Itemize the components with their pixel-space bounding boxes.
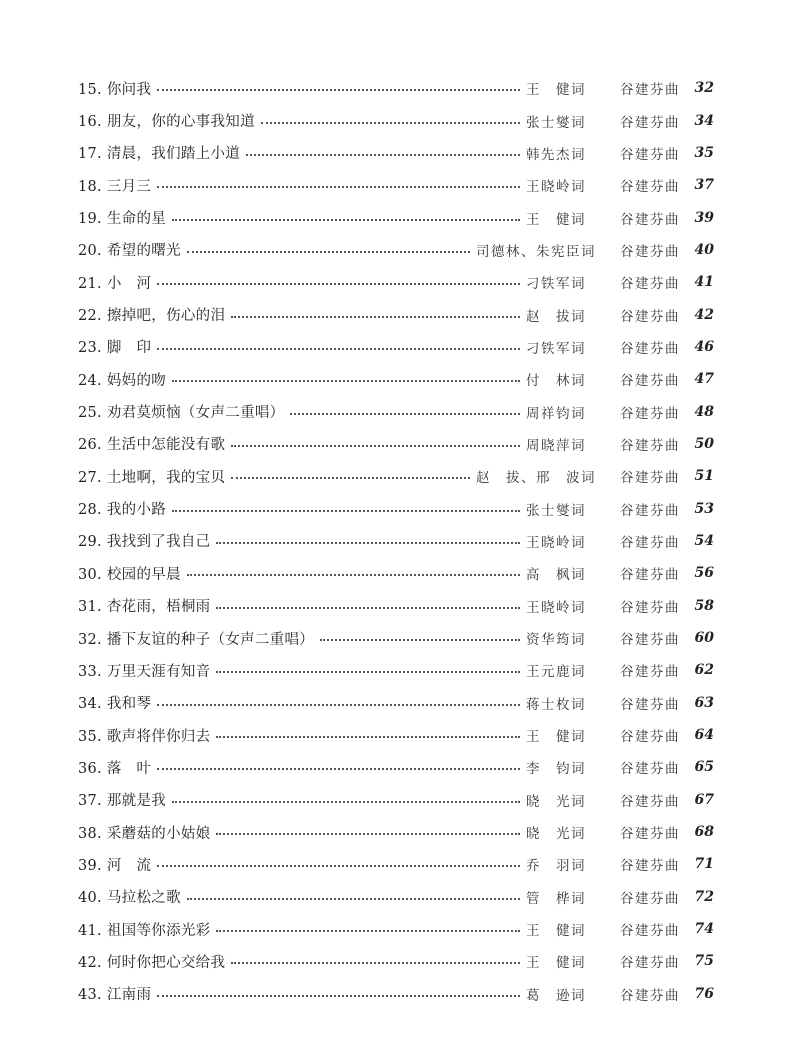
song-credits [526,887,680,907]
page-number: 54 [694,532,714,549]
song-credits [526,596,680,616]
dot-leader [172,801,520,803]
song-title: 22. 擦掉吧，伤心的泪 [78,304,229,325]
toc-entry[interactable] [78,751,714,783]
lyricist: 王 健词 [526,729,586,746]
song-credits [526,369,680,389]
song-credits [476,466,680,486]
song-title: 18. 三月三 [78,175,155,196]
page-number: 68 [694,824,714,841]
song-title: 28. 我的小路 [78,498,170,519]
song-title: 41. 祖国等你添光彩 [78,919,214,940]
song-title: 21. 小 河 [78,272,155,293]
song-credits [526,822,680,842]
composer: 谷建芬曲 [620,211,680,228]
dot-leader [290,413,520,415]
song-title: 32. 播下友谊的种子（女声二重唱） [78,628,318,649]
lyricist: 蒋士枚词 [526,696,586,713]
song-title: 33. 万里天涯有知音 [78,660,214,681]
composer: 谷建芬曲 [620,243,680,260]
song-credits [526,757,680,777]
toc-entry[interactable] [78,492,714,524]
dot-leader [157,768,520,770]
lyricist: 管 桦词 [526,890,586,907]
lyricist: 王晓岭词 [526,179,586,196]
page-number: 42 [694,306,714,323]
dot-leader [261,122,520,124]
lyricist: 刁铁军词 [526,276,586,293]
dot-leader [231,316,520,318]
toc-entry[interactable] [78,169,714,201]
composer: 谷建芬曲 [620,534,680,551]
page-number: 37 [694,177,714,194]
composer: 谷建芬曲 [620,308,680,325]
dot-leader [216,930,520,932]
toc-entry[interactable] [78,363,714,395]
toc-entry[interactable] [78,654,714,686]
composer: 谷建芬曲 [620,276,680,293]
song-title: 25. 劝君莫烦恼（女声二重唱） [78,401,288,422]
lyricist: 张士燮词 [526,114,586,131]
dot-leader [187,898,520,900]
toc-entry[interactable] [78,201,714,233]
song-credits [526,305,680,325]
composer: 谷建芬曲 [620,340,680,357]
song-title: 37. 那就是我 [78,789,170,810]
toc-entry[interactable] [78,234,714,266]
dot-leader [157,89,520,91]
dot-leader [172,380,520,382]
lyricist: 王 健词 [526,211,586,228]
song-title: 27. 土地啊，我的宝贝 [78,466,229,487]
song-credits [526,660,680,680]
dot-leader [157,348,520,350]
page-number: 72 [694,888,714,905]
song-credits [526,434,680,454]
lyricist: 晓 光词 [526,793,586,810]
lyricist: 晓 光词 [526,826,586,843]
lyricist: 张士燮词 [526,502,586,519]
song-credits [526,499,680,519]
composer: 谷建芬曲 [620,858,680,875]
composer: 谷建芬曲 [620,729,680,746]
composer: 谷建芬曲 [620,82,680,99]
song-title: 30. 校园的早晨 [78,563,185,584]
lyricist: 赵 拔词 [526,308,586,325]
song-credits [476,240,680,260]
lyricist: 王晓岭词 [526,599,586,616]
page-number: 41 [694,274,714,291]
dot-leader [231,962,520,964]
page-number: 63 [694,694,714,711]
composer: 谷建芬曲 [620,890,680,907]
page-number: 74 [694,921,714,938]
composer: 谷建芬曲 [620,793,680,810]
dot-leader [216,736,520,738]
page-number: 50 [694,435,714,452]
dot-leader [246,154,520,156]
toc-entry[interactable] [78,784,714,816]
song-credits [526,78,680,98]
lyricist: 葛 逊词 [526,987,586,1004]
page-number: 67 [694,791,714,808]
page-number: 35 [694,144,714,161]
song-credits [526,111,680,131]
dot-leader [216,671,520,673]
page-number: 32 [694,80,714,97]
song-credits [526,208,680,228]
page-number: 48 [694,403,714,420]
dot-leader [157,995,520,997]
song-title: 29. 我找到了我自己 [78,530,214,551]
composer: 谷建芬曲 [620,826,680,843]
song-credits [526,628,680,648]
lyricist: 王晓岭词 [526,534,586,551]
composer: 谷建芬曲 [620,179,680,196]
song-credits [526,951,680,971]
page-number: 39 [694,209,714,226]
toc-entry[interactable] [78,719,714,751]
dot-leader [231,477,470,479]
dot-leader [187,574,520,576]
song-title: 23. 脚 印 [78,336,155,357]
song-credits [526,984,680,1004]
composer: 谷建芬曲 [620,405,680,422]
lyricist: 王 健词 [526,82,586,99]
composer: 谷建芬曲 [620,470,680,487]
page-number: 47 [694,371,714,388]
lyricist: 周晓萍词 [526,437,586,454]
song-title: 42. 何时你把心交给我 [78,951,229,972]
song-title: 43. 江南雨 [78,983,155,1004]
composer: 谷建芬曲 [620,373,680,390]
song-credits [526,725,680,745]
dot-leader [157,704,520,706]
song-credits [526,272,680,292]
toc-entry[interactable] [78,881,714,913]
lyricist: 高 枫词 [526,567,586,584]
toc-entry[interactable] [78,460,714,492]
dot-leader [172,219,520,221]
page-number: 60 [694,630,714,647]
song-title: 40. 马拉松之歌 [78,886,185,907]
dot-leader [157,865,520,867]
lyricist: 赵 拔、邢 波词 [476,470,596,487]
song-title: 20. 希望的曙光 [78,239,185,260]
composer: 谷建芬曲 [620,923,680,940]
dot-leader [157,283,520,285]
song-credits [526,402,680,422]
dot-leader [157,186,520,188]
page-number: 65 [694,759,714,776]
song-credits [526,175,680,195]
song-title: 34. 我和琴 [78,692,155,713]
page-number: 51 [694,468,714,485]
song-title: 26. 生活中怎能没有歌 [78,433,229,454]
page-number: 46 [694,338,714,355]
page-number: 58 [694,597,714,614]
composer: 谷建芬曲 [620,664,680,681]
dot-leader [216,607,520,609]
page-number: 53 [694,500,714,517]
lyricist: 韩先杰词 [526,146,586,163]
page-number: 34 [694,112,714,129]
toc-entry[interactable] [78,298,714,330]
toc-entry[interactable] [78,137,714,169]
toc-entry[interactable] [78,945,714,977]
lyricist: 资华筠词 [526,632,586,649]
lyricist: 王元鹿词 [526,664,586,681]
song-title: 38. 采蘑菇的小姑娘 [78,822,214,843]
composer: 谷建芬曲 [620,955,680,972]
toc-entry[interactable] [78,331,714,363]
composer: 谷建芬曲 [620,632,680,649]
toc-entry[interactable] [78,557,714,589]
song-title: 17. 清晨，我们踏上小道 [78,142,244,163]
page-number: 56 [694,565,714,582]
toc-entry[interactable] [78,687,714,719]
page-number: 62 [694,662,714,679]
composer: 谷建芬曲 [620,567,680,584]
lyricist: 李 钧词 [526,761,586,778]
toc-entry[interactable] [78,848,714,880]
song-credits [526,693,680,713]
toc-entry[interactable] [78,428,714,460]
composer: 谷建芬曲 [620,696,680,713]
lyricist: 付 林词 [526,373,586,390]
toc-entry[interactable] [78,395,714,427]
table-of-contents [78,72,714,1010]
page-number: 40 [694,241,714,258]
song-title: 15. 你问我 [78,78,155,99]
song-credits [526,919,680,939]
lyricist: 周祥钧词 [526,405,586,422]
song-credits [526,790,680,810]
lyricist: 王 健词 [526,955,586,972]
toc-entry[interactable] [78,266,714,298]
composer: 谷建芬曲 [620,761,680,778]
song-credits [526,563,680,583]
song-credits [526,337,680,357]
composer: 谷建芬曲 [620,987,680,1004]
song-title: 35. 歌声将伴你归去 [78,725,214,746]
dot-leader [320,639,520,641]
toc-entry[interactable] [78,622,714,654]
composer: 谷建芬曲 [620,437,680,454]
page-number: 64 [694,727,714,744]
lyricist: 乔 羽词 [526,858,586,875]
dot-leader [216,542,520,544]
lyricist: 刁铁军词 [526,340,586,357]
song-title: 39. 河 流 [78,854,155,875]
song-title: 24. 妈妈的吻 [78,369,170,390]
toc-entry[interactable] [78,525,714,557]
song-credits [526,854,680,874]
dot-leader [216,833,520,835]
song-credits [526,531,680,551]
lyricist: 王 健词 [526,923,586,940]
composer: 谷建芬曲 [620,114,680,131]
composer: 谷建芬曲 [620,599,680,616]
song-title: 36. 落 叶 [78,757,155,778]
toc-entry[interactable] [78,913,714,945]
song-credits [526,143,680,163]
toc-entry[interactable] [78,978,714,1010]
page-number: 76 [694,985,714,1002]
toc-entry[interactable] [78,590,714,622]
toc-entry[interactable] [78,104,714,136]
lyricist: 司德林、朱宪臣词 [476,243,596,260]
song-title: 19. 生命的星 [78,207,170,228]
dot-leader [231,445,520,447]
composer: 谷建芬曲 [620,146,680,163]
toc-entry[interactable] [78,72,714,104]
dot-leader [187,251,470,253]
page-number: 71 [694,856,714,873]
page-number: 75 [694,953,714,970]
composer: 谷建芬曲 [620,502,680,519]
toc-entry[interactable] [78,816,714,848]
song-title: 31. 杏花雨，梧桐雨 [78,595,214,616]
dot-leader [172,510,520,512]
song-title: 16. 朋友，你的心事我知道 [78,110,259,131]
